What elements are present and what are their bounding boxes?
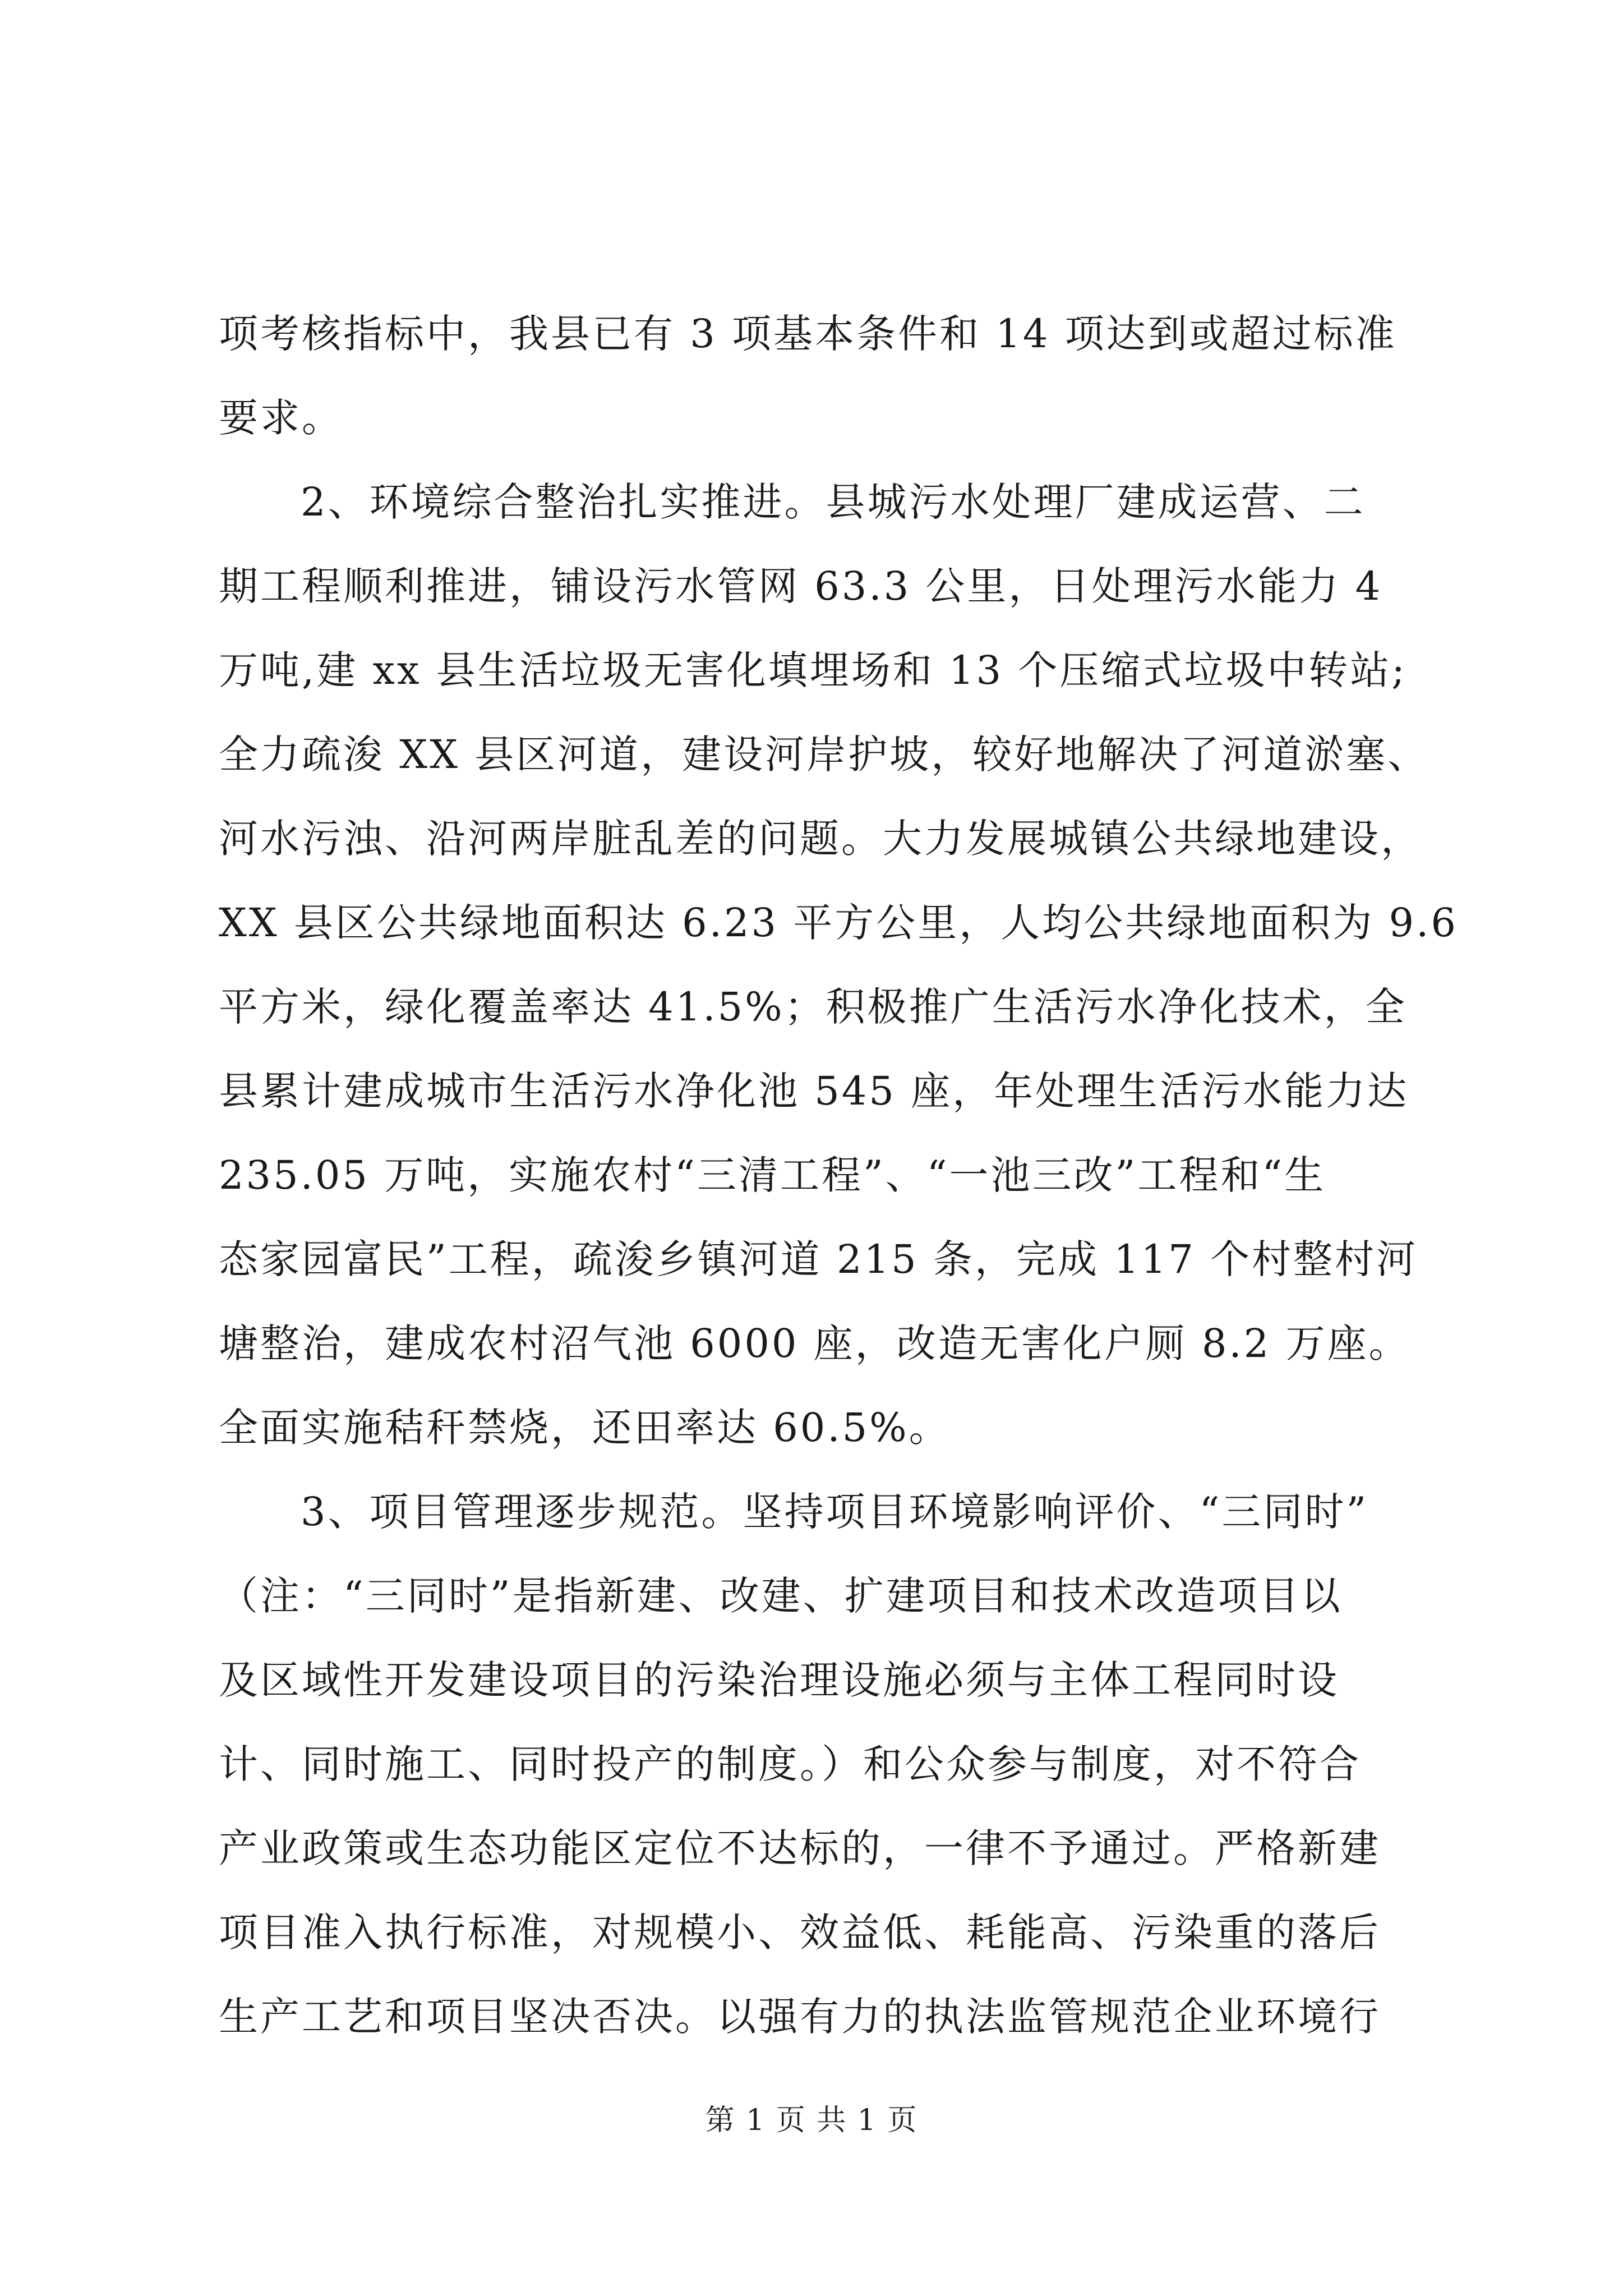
text-line: 项考核指标中，我县已有 3 项基本条件和 14 项达到或超过标准 [219, 311, 1397, 357]
text-line: （注：“三同时”是指新建、改建、扩建项目和技术改造项目以 [219, 1573, 1343, 1619]
text-line: 要求。 [219, 395, 343, 441]
paragraph-start-line: 3、项目管理逐步规范。坚持项目环境影响评价、“三同时” [301, 1489, 1369, 1535]
text-line: 全力疏浚 XX 县区河道，建设河岸护坡，较好地解决了河道淤塞、 [219, 731, 1430, 777]
text-line: 产业政策或生态功能区定位不达标的，一律不予通过。严格新建 [219, 1825, 1381, 1871]
text-line: 全面实施秸秆禁烧，还田率达 60.5%。 [219, 1405, 951, 1451]
text-line: 期工程顺利推进，铺设污水管网 63.3 公里，日处理污水能力 4 [219, 563, 1383, 609]
text-line: 平方米，绿化覆盖率达 41.5%；积极推广生活污水净化技术，全 [219, 984, 1407, 1030]
text-line: 生产工艺和项目坚决否决。以强有力的执法监管规范企业环境行 [219, 1994, 1381, 2040]
text-line: 235.05 万吨，实施农村“三清工程”、“一池三改”工程和“生 [219, 1152, 1326, 1198]
text-line: 态家园富民”工程，疏浚乡镇河道 215 条，完成 117 个村整村河 [219, 1236, 1418, 1282]
text-line: 塘整治，建成农村沼气池 6000 座，改造无害化户厕 8.2 万座。 [219, 1320, 1410, 1366]
paragraph-start-line: 2、环境综合整治扎实推进。县城污水处理厂建成运营、二 [301, 479, 1366, 525]
text-line: 河水污浊、沿河两岸脏乱差的问题。大力发展城镇公共绿地建设， [219, 816, 1422, 862]
text-line: 万吨,建 xx 县生活垃圾无害化填埋场和 13 个压缩式垃圾中转站; [219, 647, 1407, 693]
text-line: 及区域性开发建设项目的污染治理设施必须与主体工程同时设 [219, 1657, 1339, 1703]
document-body [219, 292, 1469, 2059]
text-line: 项目准入执行标准，对规模小、效益低、耗能高、污染重的落后 [219, 1910, 1381, 1955]
text-line: 县累计建成城市生活污水净化池 545 座，年处理生活污水能力达 [219, 1068, 1409, 1114]
text-line: 计、同时施工、同时投产的制度。）和公众参与制度，对不符合 [219, 1741, 1361, 1787]
text-line: XX 县区公共绿地面积达 6.23 平方公里，人均公共绿地面积为 9.6 [219, 900, 1458, 946]
page-number-footer: 第 1 页 共 1 页 [705, 2104, 918, 2137]
